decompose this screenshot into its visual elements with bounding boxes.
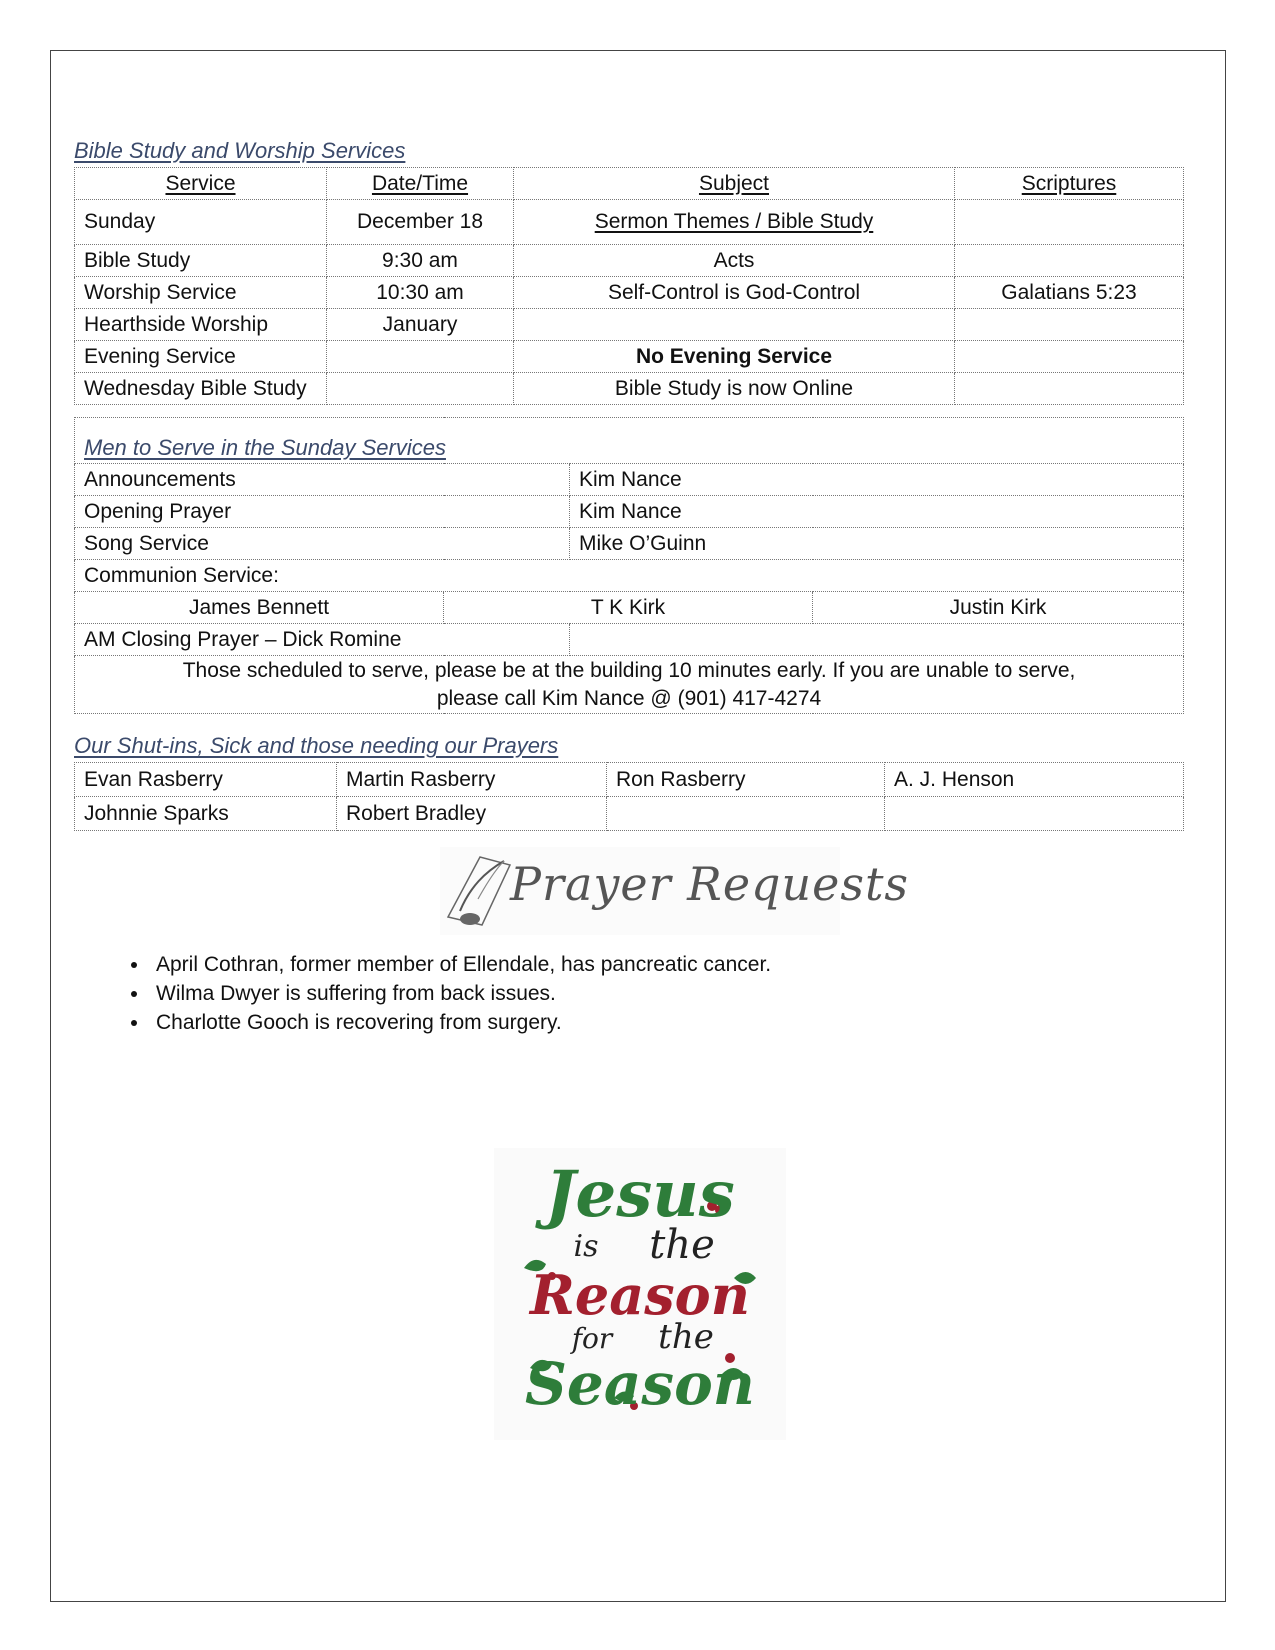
notice-line: please call Kim Nance @ (901) 417-4274 [436, 686, 822, 710]
communion-label: Communion Service: [75, 560, 1184, 592]
name-cell: Mike O’Guinn [570, 528, 1184, 560]
datetime-cell: 10:30 am [327, 277, 514, 309]
prayer-requests-heading: Prayer Requests [510, 857, 910, 911]
table-row [75, 797, 1184, 831]
men-section-title: Men to Serve in the Sunday Services [84, 435, 446, 460]
artwork-word: for [571, 1322, 613, 1355]
shutins-section-title: Our Shut-ins, Sick and those needing our Prayers [74, 733, 559, 758]
table-row [75, 373, 1184, 405]
list-item: • Charlotte Gooch is recovering from surgery. [150, 1008, 1050, 1037]
table-row [75, 560, 1184, 592]
artwork-word: the [649, 1222, 715, 1268]
scriptures-cell [955, 373, 1184, 405]
prayer-request-list [105, 950, 1050, 1037]
shutin-name-cell [885, 797, 1184, 831]
artwork-word: Reason [530, 1263, 750, 1327]
shutin-name-cell: Johnnie Sparks [75, 797, 337, 831]
service-cell: Evening Service [75, 341, 327, 373]
shutin-name-cell [607, 797, 885, 831]
shutin-name-cell: Martin Rasberry [337, 763, 607, 797]
artwork-word: Season [525, 1350, 755, 1418]
holly-decoration-icon [494, 1148, 786, 1440]
artwork-word: is [573, 1229, 599, 1264]
subject-cell [514, 309, 955, 341]
table-row [75, 592, 1184, 624]
subject-cell: Sermon Themes / Bible Study [514, 200, 955, 245]
list-item: • April Cothran, former member of Ellendale, has pancreatic cancer. [150, 950, 1050, 979]
quill-icon [440, 847, 520, 935]
table-row [75, 624, 1184, 656]
worship-section-title: Bible Study and Worship Services [74, 138, 406, 163]
role-cell: Song Service [75, 528, 570, 560]
name-cell: Kim Nance [570, 464, 1184, 496]
jesus-reason-season-artwork [494, 1148, 786, 1440]
service-cell: Worship Service [75, 277, 327, 309]
closing-prayer-cell: AM Closing Prayer – Dick Romine [75, 624, 570, 656]
section-title-row [75, 418, 1184, 464]
table-row [75, 341, 1184, 373]
list-item: • Wilma Dwyer is suffering from back issues. [150, 979, 1050, 1008]
scriptures-cell [955, 200, 1184, 245]
datetime-cell: 9:30 am [327, 245, 514, 277]
column-header-datetime: Date/Time [327, 168, 514, 200]
scriptures-cell [955, 309, 1184, 341]
men-section-title-cell [75, 418, 1184, 464]
service-cell: Bible Study [75, 245, 327, 277]
subject-cell: Acts [514, 245, 955, 277]
shutin-name-cell: A. J. Henson [885, 763, 1184, 797]
artwork-word: Jesus [545, 1157, 735, 1232]
men-to-serve-table [74, 417, 1184, 714]
shutin-name-cell: Evan Rasberry [75, 763, 337, 797]
table-row [75, 200, 1184, 245]
name-cell: Kim Nance [570, 496, 1184, 528]
artwork-word: the [658, 1317, 714, 1357]
scriptures-cell [955, 341, 1184, 373]
column-header-service: Service [75, 168, 327, 200]
subject-cell: Bible Study is now Online [514, 373, 955, 405]
datetime-cell [327, 341, 514, 373]
table-row [75, 464, 1184, 496]
table-row [75, 309, 1184, 341]
notice-row [75, 656, 1184, 714]
shutin-name-cell: Ron Rasberry [607, 763, 885, 797]
worship-table [74, 167, 1184, 405]
datetime-cell: January [327, 309, 514, 341]
service-cell: Hearthside Worship [75, 309, 327, 341]
table-row [75, 245, 1184, 277]
role-cell: Opening Prayer [75, 496, 570, 528]
service-cell: Sunday [75, 200, 327, 245]
empty-cell [570, 624, 1184, 656]
service-cell: Wednesday Bible Study [75, 373, 327, 405]
scriptures-cell [955, 245, 1184, 277]
datetime-cell [327, 373, 514, 405]
prayer-requests-banner [440, 847, 910, 935]
column-header-subject: Subject [514, 168, 955, 200]
table-row [75, 277, 1184, 309]
table-row [75, 496, 1184, 528]
subject-cell: No Evening Service [514, 341, 955, 373]
communion-name-cell: T K Kirk [444, 592, 813, 624]
column-header-scriptures: Scriptures [955, 168, 1184, 200]
shutins-table [74, 762, 1184, 831]
datetime-cell: December 18 [327, 200, 514, 245]
notice-cell [75, 656, 1184, 714]
subject-cell: Self-Control is God-Control [514, 277, 955, 309]
role-cell: Announcements [75, 464, 570, 496]
table-row [75, 763, 1184, 797]
table-header-row [75, 168, 1184, 200]
communion-name-cell: Justin Kirk [813, 592, 1184, 624]
notice-line: Those scheduled to serve, please be at the building 10 minutes early. If you are unable to serve, [182, 658, 1076, 682]
shutin-name-cell: Robert Bradley [337, 797, 607, 831]
table-row [75, 528, 1184, 560]
communion-name-cell: James Bennett [75, 592, 444, 624]
scriptures-cell: Galatians 5:23 [955, 277, 1184, 309]
